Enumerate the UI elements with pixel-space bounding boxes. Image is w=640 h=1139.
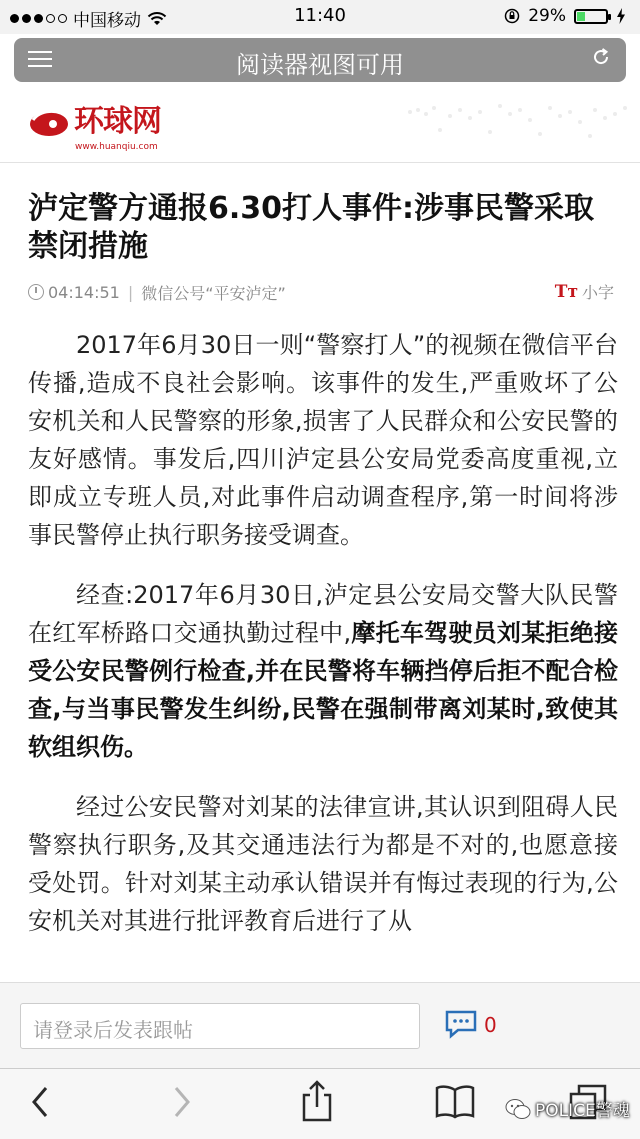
carrier-name: 中国移动 <box>73 11 141 31</box>
paragraph-2-plain: 经查:2017年6月30日,泸定县公安局交警大队民警在红军桥路口交通执勤过程中, <box>28 581 618 647</box>
reload-icon[interactable] <box>590 46 612 74</box>
status-bar <box>0 0 640 34</box>
globe-logo-icon <box>28 106 70 138</box>
article-meta <box>28 280 618 304</box>
battery-group <box>504 6 626 26</box>
article-source: 微信公号“平安泸定” <box>141 283 286 303</box>
logo-url: www.huanqiu.com <box>75 142 158 152</box>
battery-percent: 29% <box>528 6 566 26</box>
paragraph-2-bold: 摩托车驾驶员刘某拒绝接受公安民警例行检查,并在民警将车辆挡停后拒不配合检查,与当事民警发生纠纷,民警在强制带离刘某时,致使其软组织伤。 <box>28 619 618 761</box>
paragraph-2 <box>28 576 618 766</box>
charging-icon <box>616 8 626 24</box>
comment-count[interactable]: 0 <box>484 1013 497 1037</box>
clock-time: 11:40 <box>294 5 346 26</box>
site-logo[interactable] <box>28 106 161 138</box>
article-body <box>28 190 618 940</box>
meta-divider: | <box>127 282 134 302</box>
paragraph-1: 2017年6月30日一则“警察打人”的视频在微信平台传播,造成不良社会影响。该事件的发生,严重败坏了公安机关和人民警察的形象,损害了人民群众和公安民警的友好感情。事发后,四川泸定县公安局党委高度重视,立即成立专班人员,对此事件启动调查程序,第一时间将涉事民警停止执行职务接受调查。 <box>28 331 618 549</box>
comment-bar <box>0 982 640 1069</box>
comment-icon[interactable] <box>444 1009 478 1039</box>
font-size-button[interactable] <box>555 280 614 303</box>
watermark-text: POLICE警魂 <box>535 1101 630 1121</box>
orientation-lock-icon <box>504 8 520 24</box>
paragraph-3: 经过公安民警对刘某的法律宣讲,其认识到阻碍人民警察执行职务,及其交通违法行为都是不对的,也愿意接受处罚。针对刘某主动承认错误并有悔过表现的行为,公安机关对其进行批评教育后进行了从 <box>28 793 618 935</box>
publish-time: 04:14:51 <box>48 282 120 302</box>
font-size-label: 小字 <box>581 283 614 302</box>
logo-text: 环球网 <box>74 104 161 139</box>
bookmarks-icon[interactable] <box>434 1083 476 1119</box>
comment-input[interactable]: 请登录后发表跟帖 <box>20 1003 420 1049</box>
world-map-decoration <box>390 92 640 152</box>
reader-view-label[interactable]: 阅读器视图可用 <box>236 51 404 79</box>
wechat-icon <box>505 1098 531 1120</box>
watermark <box>505 1096 630 1121</box>
font-size-icon: Tт <box>554 281 578 302</box>
article-headline: 泸定警方通报6.30打人事件:涉事民警采取禁闭措施 <box>28 191 595 264</box>
clock-icon <box>28 284 44 300</box>
share-icon[interactable] <box>300 1079 334 1123</box>
forward-icon[interactable] <box>172 1085 192 1119</box>
back-icon[interactable] <box>30 1085 50 1119</box>
address-bar[interactable] <box>14 38 626 82</box>
battery-icon <box>574 9 608 24</box>
